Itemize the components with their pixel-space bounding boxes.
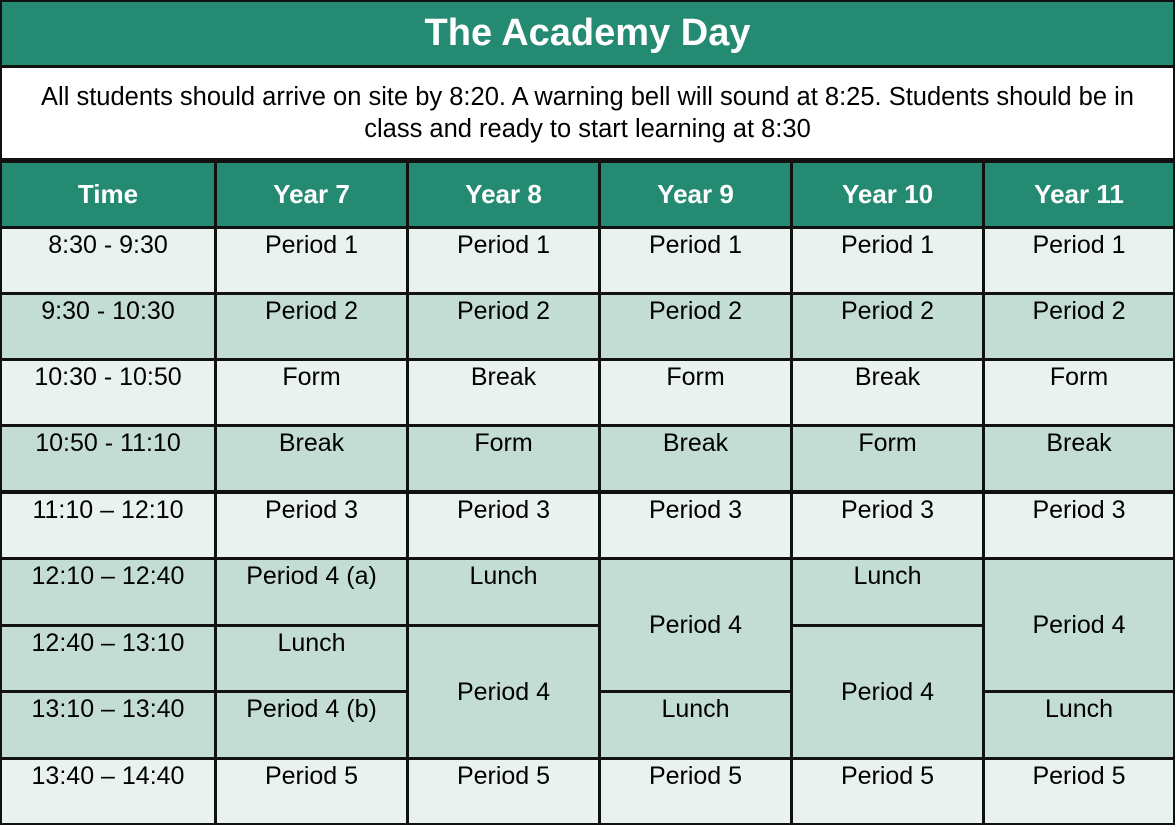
- year-11-slot: Period 2: [985, 295, 1173, 358]
- time-slot: 10:30 - 10:50: [2, 361, 214, 424]
- year-11-slot: Form: [985, 361, 1173, 424]
- year-9-slot: Break: [601, 427, 790, 490]
- year-11-slot: Period 5: [985, 760, 1173, 823]
- year-7-slot: Period 3: [217, 494, 406, 557]
- year-9-slot: Period 4: [601, 560, 790, 690]
- year-8-slot: Period 4: [409, 627, 598, 757]
- year-10-slot: Break: [793, 361, 982, 424]
- header-year-8: Year 8: [409, 163, 598, 226]
- year-10-slot: Form: [793, 427, 982, 490]
- year-7-slot: Period 4 (b): [217, 693, 406, 757]
- year-8-slot: Period 3: [409, 494, 598, 557]
- year-8-slot: Period 1: [409, 229, 598, 292]
- year-11-slot: Period 1: [985, 229, 1173, 292]
- year-11-slot: Lunch: [985, 693, 1173, 757]
- header-year-9: Year 9: [601, 163, 790, 226]
- time-slot: 12:10 – 12:40: [2, 560, 214, 624]
- year-7-slot: Form: [217, 361, 406, 424]
- year-11-slot: Period 4: [985, 560, 1173, 690]
- header-year-11: Year 11: [985, 163, 1173, 226]
- time-slot: 13:10 – 13:40: [2, 693, 214, 757]
- year-7-slot: Period 5: [217, 760, 406, 823]
- year-8-slot: Form: [409, 427, 598, 490]
- year-7-slot: Period 1: [217, 229, 406, 292]
- year-7-slot: Period 2: [217, 295, 406, 358]
- page-title: The Academy Day: [2, 2, 1173, 65]
- year-11-slot: Period 3: [985, 494, 1173, 557]
- time-slot: 10:50 - 11:10: [2, 427, 214, 490]
- year-8-slot: Period 5: [409, 760, 598, 823]
- year-8-slot: Break: [409, 361, 598, 424]
- year-10-slot: Period 3: [793, 494, 982, 557]
- time-slot: 8:30 - 9:30: [2, 229, 214, 292]
- time-slot: 11:10 – 12:10: [2, 494, 214, 557]
- year-10-slot: Period 1: [793, 229, 982, 292]
- time-slot: 9:30 - 10:30: [2, 295, 214, 358]
- year-10-slot: Lunch: [793, 560, 982, 624]
- year-9-slot: Lunch: [601, 693, 790, 757]
- year-10-slot: Period 2: [793, 295, 982, 358]
- arrival-notice: All students should arrive on site by 8:20. A warning bell will sound at 8:25. Students should be in class and ready to start learning at 8:30: [2, 68, 1173, 158]
- year-7-slot: Period 4 (a): [217, 560, 406, 624]
- year-9-slot: Period 1: [601, 229, 790, 292]
- year-9-slot: Period 2: [601, 295, 790, 358]
- year-7-slot: Lunch: [217, 627, 406, 690]
- year-9-slot: Period 3: [601, 494, 790, 557]
- year-10-slot: Period 4: [793, 627, 982, 757]
- year-8-slot: Lunch: [409, 560, 598, 624]
- year-9-slot: Period 5: [601, 760, 790, 823]
- header-year-7: Year 7: [217, 163, 406, 226]
- year-10-slot: Period 5: [793, 760, 982, 823]
- year-8-slot: Period 2: [409, 295, 598, 358]
- year-7-slot: Break: [217, 427, 406, 490]
- header-time: Time: [2, 163, 214, 226]
- year-9-slot: Form: [601, 361, 790, 424]
- year-11-slot: Break: [985, 427, 1173, 490]
- time-slot: 12:40 – 13:10: [2, 627, 214, 690]
- header-year-10: Year 10: [793, 163, 982, 226]
- time-slot: 13:40 – 14:40: [2, 760, 214, 823]
